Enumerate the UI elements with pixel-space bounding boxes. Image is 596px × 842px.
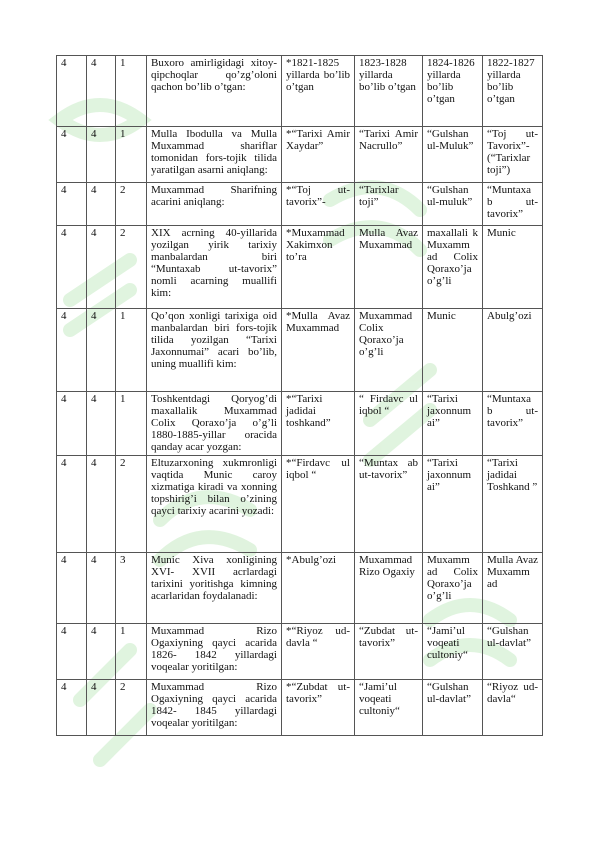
answer-option-3-cell: “Jami’ul voqeati cultoniy“ — [423, 624, 483, 680]
answer-option-4-cell: Munic — [483, 226, 543, 309]
answer-option-3-cell: Muxamm ad Colix Qoraxo’ja o’g’li — [423, 553, 483, 624]
answer-option-4-cell: “Toj ut-Tavorix”-(“Tarixlar toji”) — [483, 127, 543, 183]
answer-option-4-cell: Abulg’ozi — [483, 309, 543, 392]
answer-correct-cell: *Abulg’ozi — [282, 553, 355, 624]
level-cell: 4 — [57, 226, 87, 309]
question-row — [57, 226, 543, 309]
answer-option-2-cell: “Tarixlar toji” — [355, 183, 423, 226]
answer-option-4-cell: “Gulshan ul-davlat” — [483, 624, 543, 680]
difficulty-cell: 2 — [116, 183, 147, 226]
question-cell: XIX acrning 40-yillarida yozilgan yirik tarixiy manbalardan biri “Muntaxab ut-tavorix” nomli acarning muallifi kim: — [147, 226, 282, 309]
answer-option-3-cell: 1824-1826 yillarda bo’lib o’tgan — [423, 56, 483, 127]
answer-option-3-cell: “Gulshan ul-Muluk” — [423, 127, 483, 183]
difficulty-cell: 2 — [116, 680, 147, 736]
question-row — [57, 680, 543, 736]
question-row — [57, 624, 543, 680]
grade-cell: 4 — [87, 183, 116, 226]
answer-correct-cell: *1821-1825 yillarda bo’lib o’tgan — [282, 56, 355, 127]
grade-cell: 4 — [87, 456, 116, 553]
answer-option-2-cell: Muxammad Rizo Ogaxiy — [355, 553, 423, 624]
question-row — [57, 56, 543, 127]
answer-correct-cell: *“Zubdat ut-tavorix” — [282, 680, 355, 736]
level-cell: 4 — [57, 456, 87, 553]
question-cell: Qo’qon xonligi tarixiga oid manbalardan biri fors-tojik tilida yozilgan “Tarixi Jaxonnumai” acari bo’lib, uning muallifi kim: — [147, 309, 282, 392]
level-cell: 4 — [57, 624, 87, 680]
answer-option-4-cell: Mulla Avaz Muxamm ad — [483, 553, 543, 624]
answer-correct-cell: *“Toj ut-tavorix”- — [282, 183, 355, 226]
grade-cell: 4 — [87, 56, 116, 127]
answer-option-3-cell: “Tarixi jaxonnum ai” — [423, 392, 483, 456]
answer-option-2-cell: “Jami’ul voqeati cultoniy“ — [355, 680, 423, 736]
answer-option-4-cell: “Tarixi jadidai Toshkand ” — [483, 456, 543, 553]
answer-option-4-cell: “Muntaxa b ut-tavorix” — [483, 392, 543, 456]
difficulty-cell: 1 — [116, 624, 147, 680]
question-row — [57, 456, 543, 553]
answer-correct-cell: *“Riyoz ud-davla “ — [282, 624, 355, 680]
grade-cell: 4 — [87, 680, 116, 736]
answer-option-3-cell: “Gulshan ul-davlat” — [423, 680, 483, 736]
level-cell: 4 — [57, 56, 87, 127]
question-cell: Buxoro amirligidagi xitoy-qipchoqlar qo’zg’oloni qachon bo’lib o’tgan: — [147, 56, 282, 127]
answer-correct-cell: *Mulla Avaz Muxammad — [282, 309, 355, 392]
answer-option-4-cell: “Muntaxa b ut-tavorix” — [483, 183, 543, 226]
question-row — [57, 553, 543, 624]
answer-option-2-cell: “Muntax ab ut-tavorix” — [355, 456, 423, 553]
answer-option-4-cell: 1822-1827 yillarda bo’lib o’tgan — [483, 56, 543, 127]
difficulty-cell: 3 — [116, 553, 147, 624]
answer-option-3-cell: “Tarixi jaxonnum ai” — [423, 456, 483, 553]
difficulty-cell: 2 — [116, 226, 147, 309]
answer-option-2-cell: “Zubdat ut-tavorix” — [355, 624, 423, 680]
grade-cell: 4 — [87, 392, 116, 456]
question-row — [57, 309, 543, 392]
question-cell: Muxammad Rizo Ogaxiyning qayci acarida 1826- 1842 yillardagi voqealar yoritilgan: — [147, 624, 282, 680]
level-cell: 4 — [57, 127, 87, 183]
answer-option-2-cell: Muxammad Colix Qoraxo’ja o’g’li — [355, 309, 423, 392]
level-cell: 4 — [57, 392, 87, 456]
difficulty-cell: 1 — [116, 309, 147, 392]
question-cell: Muxammad Rizo Ogaxiyning qayci acarida 1842- 1845 yillardagi voqealar yoritilgan: — [147, 680, 282, 736]
question-cell: Mulla Ibodulla va Mulla Muxammad shariflar tomonidan fors-tojik tilida yaratilgan asarni aniqlang: — [147, 127, 282, 183]
question-row — [57, 392, 543, 456]
grade-cell: 4 — [87, 553, 116, 624]
answer-option-2-cell: “ Firdavc ul iqbol “ — [355, 392, 423, 456]
answer-option-3-cell: Munic — [423, 309, 483, 392]
answer-option-4-cell: “Riyoz ud-davla“ — [483, 680, 543, 736]
answer-correct-cell: *Muxammad Xakimxon to’ra — [282, 226, 355, 309]
level-cell: 4 — [57, 680, 87, 736]
quiz-table — [56, 55, 543, 736]
question-row — [57, 183, 543, 226]
grade-cell: 4 — [87, 309, 116, 392]
level-cell: 4 — [57, 553, 87, 624]
question-cell: Toshkentdagi Qoryog’di maxallalik Muxammad Colix Qoraxo’ja o’g’li 1880-1885-yillar oracida qanday acar yozgan: — [147, 392, 282, 456]
level-cell: 4 — [57, 309, 87, 392]
difficulty-cell: 2 — [116, 456, 147, 553]
answer-correct-cell: *“Tarixi Amir Xaydar” — [282, 127, 355, 183]
level-cell: 4 — [57, 183, 87, 226]
answer-correct-cell: *“Tarixi jadidai toshkand” — [282, 392, 355, 456]
difficulty-cell: 1 — [116, 56, 147, 127]
question-cell: Muxammad Sharifning acarini aniqlang: — [147, 183, 282, 226]
question-cell: Munic Xiva xonligining XVI- XVII acrlardagi tarixini yoritishga kimning acarlaridan foydalanadi: — [147, 553, 282, 624]
answer-option-2-cell: Mulla Avaz Muxammad — [355, 226, 423, 309]
question-cell: Eltuzarxoning xukmronligi vaqtida Munic caroy xizmatiga kiradi va xonning topshirig’i bilan o’zining qayci tarixiy acarini yozadi: — [147, 456, 282, 553]
answer-option-2-cell: 1823-1828 yillarda bo’lib o’tgan — [355, 56, 423, 127]
answer-option-2-cell: “Tarixi Amir Nacrullo” — [355, 127, 423, 183]
answer-option-3-cell: maxallali k Muxamm ad Colix Qoraxo’ja o’g’li — [423, 226, 483, 309]
answer-option-3-cell: “Gulshan ul-muluk” — [423, 183, 483, 226]
grade-cell: 4 — [87, 127, 116, 183]
grade-cell: 4 — [87, 226, 116, 309]
difficulty-cell: 1 — [116, 392, 147, 456]
answer-correct-cell: *“Firdavc ul iqbol “ — [282, 456, 355, 553]
quiz-table-body — [57, 56, 543, 736]
difficulty-cell: 1 — [116, 127, 147, 183]
question-row — [57, 127, 543, 183]
grade-cell: 4 — [87, 624, 116, 680]
